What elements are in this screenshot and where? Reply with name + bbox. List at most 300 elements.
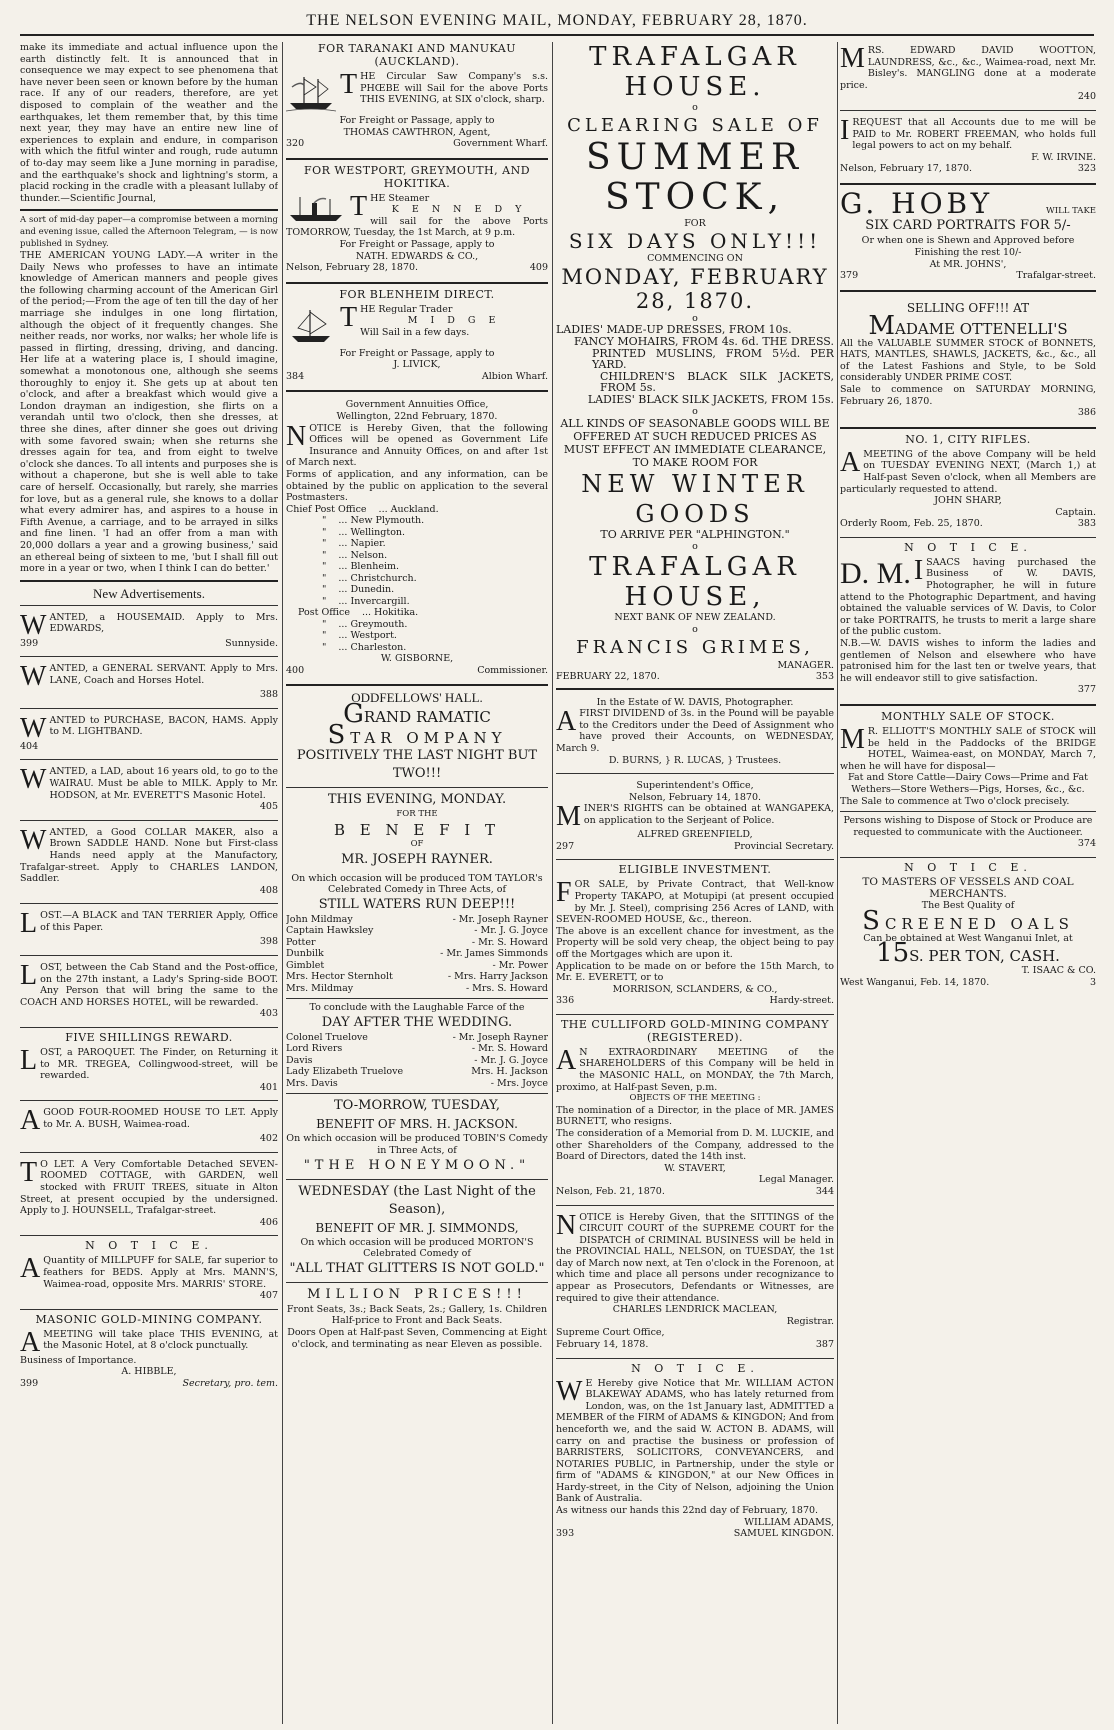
office-label: " (322, 515, 327, 527)
divider (20, 1100, 278, 1101)
ad-text: As witness our hands this 22nd day of February, 1870. (556, 1505, 819, 1517)
office-place: ... Westport. (338, 630, 397, 642)
ad-number: 336 (556, 995, 575, 1007)
ad-elliott (840, 723, 1096, 853)
cast-row (286, 1078, 548, 1090)
cast-actor: - Mr. James Simmonds (440, 948, 548, 960)
seasonable-text: ALL KINDS OF SEASONABLE GOODS WILL BE OFFERED AT SUCH REDUCED PRICES AS MUST EFFECT AN IMMEDIATE CLEARANCE, TO MAKE ROOM FOR (560, 417, 830, 470)
francis-grimes: FRANCIS GRIMES, (576, 636, 814, 658)
cast-role: Lord Rivers (286, 1043, 343, 1055)
ad-text: ANTED, a GENERAL SERVANT. Apply to Mrs. LANE, Coach and Horses Hotel. (49, 663, 278, 686)
cast-role: Gimblet (286, 959, 325, 971)
divider (20, 820, 278, 821)
divider (20, 955, 278, 956)
office-place: ... Nelson. (338, 549, 388, 561)
ad-text: For Freight or Passage, apply to (339, 347, 495, 359)
ad-number: 377 (1077, 684, 1096, 696)
ad-housemaid (20, 609, 278, 653)
ad-number: 399 (20, 1378, 39, 1389)
office-label: " (322, 630, 327, 642)
divider (20, 209, 278, 211)
ad-number: 402 (259, 1133, 278, 1145)
play-day-after: DAY AFTER THE WEDDING. (321, 1014, 513, 1030)
ad-text: OR SALE, by Private Contract, that Well-know Property TAKAPO, at Motupipi (at present occupied by Mr. J. Steel), comprising 256 Acres of LAND, with SEVEN-ROOMED HOUSE, &c., thereon. (556, 879, 834, 926)
divider (20, 708, 278, 709)
office-label: " (322, 618, 327, 630)
prices-heading: MILLION PRICES!!! (307, 1286, 527, 1302)
drop-cap: T (350, 190, 368, 222)
ad-text: The Sale to commence at Two o'clock precisely. (840, 795, 1070, 807)
star-company: STAR OMPANY (327, 720, 507, 751)
cast-row (286, 1032, 548, 1044)
ad-date: Nelson, February 17, 1870. (840, 163, 973, 175)
doors-text: Doors Open at Half-past Seven, Commencing at Eight o'clock, and terminating as near Eleven as possible. (287, 1326, 547, 1350)
ad-screened-coals (840, 874, 1096, 991)
ad-irvine (840, 114, 1096, 178)
ad-text: RS. EDWARD DAVID WOOTTON, LAUNDRESS, &c., &c., Waimea-road, next Mr. Bisley's. MANGLING done at a moderate price. (840, 45, 1096, 91)
manager-label: MANAGER. (777, 659, 834, 671)
ad-miners-rights (556, 777, 834, 855)
ad-date: February 14, 1878. (556, 1339, 649, 1351)
ad-text: Persons wishing to Dispose of Stock or Produce are requested to communicate with the Auctioneer. (843, 815, 1093, 838)
produced-text: On which occasion will be produced TOBIN'S Comedy in Three Acts, of (286, 1133, 548, 1156)
ad-number: 393 (556, 1528, 575, 1540)
ad-heading: In the Estate of W. DAVIS, Photographer. (596, 696, 794, 708)
ad-text: INER'S RIGHTS can be obtained at WANGAPEKA, on application to the Serjeant of Police. (583, 803, 834, 826)
ad-text: Forms of application, and any information, can be obtained by the public on application to the several Postmasters. (286, 469, 548, 504)
office-place: ... Charleston. (338, 641, 407, 653)
screened-coals: SCREENED OALS (862, 905, 1074, 936)
blenheim-heading: FOR BLENHEIM DIRECT. (339, 287, 495, 301)
cast-role: Potter (286, 936, 316, 948)
ornament: o (692, 405, 698, 417)
office-place: ... Hokitika. (361, 607, 419, 619)
ad-text: ANTED to PURCHASE, BACON, HAMS. Apply to M. LIGHTBAND. (49, 714, 278, 738)
ad-collar-maker (20, 824, 278, 900)
selling-off-heading: SELLING OFF!!! AT (906, 300, 1030, 315)
ad-text: OST, a PAROQUET. The Finder, on Returning it to MR. TREGEA, Collingwood-street, will be rewarded. (40, 1046, 278, 1082)
ad-text: REQUEST that all Accounts due to me will be PAID to Mr. ROBERT FREEMAN, who holds full legal powers to act on my behalf. (852, 116, 1096, 152)
drop-cap: A (20, 1326, 41, 1358)
column-rule (837, 42, 838, 1724)
divider (20, 1152, 278, 1153)
ad-number: 404 (20, 740, 39, 752)
column-rule (282, 42, 283, 1724)
cast-role: John Mildmay (286, 913, 353, 925)
ad-place: At MR. JOHNS', (929, 258, 1007, 270)
ad-midge (286, 301, 548, 386)
arrive-text: TO ARRIVE PER "ALPHINGTON." (600, 528, 790, 542)
ad-subheading: OBJECTS OF THE MEETING : (629, 1093, 761, 1104)
prices-text: Front Seats, 3s.; Back Seats, 2s.; Gallery, 1s. Children Half-price to Front and Back Seats. (286, 1303, 548, 1327)
office-label: Post Office (298, 607, 350, 619)
ship-name: M I D G E (407, 315, 501, 327)
cast-actor: - Mrs. Joyce (490, 1077, 548, 1089)
ad-date: FEBRUARY 22, 1870. (556, 671, 660, 683)
cast-actor: - Mr. S. Howard (471, 1043, 548, 1055)
column-3 (556, 42, 834, 1724)
monthly-sale-heading: MONTHLY SALE OF STOCK. (881, 709, 1055, 723)
ad-kennedy (286, 190, 548, 277)
monday-date-heading: MONDAY, FEBRUARY 28, 1870. (561, 264, 829, 313)
cast-actor: Mrs. H. Jackson (471, 1066, 548, 1078)
ad-place: Trafalgar-street. (1016, 270, 1096, 282)
ad-text: OTICE is Hereby Given, that the SITTINGS of the CIRCUIT COURT of the SUPREME COURT for the DISPATCH of CRIMINAL BUSINESS will be held in the PROVINCIAL HALL, NELSON, on TUESDAY, the 1st day of March now next, at Ten o'clock in the Forenoon, at which time and place all persons under recognizance to appear as Prosecutors, Defendants or Witnesses, are required to give their attendance. (556, 1211, 834, 1304)
office-row (286, 619, 548, 631)
steamer-icon (286, 195, 346, 225)
divider (20, 656, 278, 657)
ad-text: The Best Quality of (921, 900, 1015, 912)
cast-row (286, 983, 548, 995)
office-label: " (322, 526, 327, 538)
ad-text: Application to be made on or before the 15th March, to Mr. E. EVERETT, or to (556, 960, 834, 984)
cast-row (286, 1066, 548, 1078)
cast-list-1 (286, 914, 548, 995)
ad-text: N.B.—W. DAVIS wishes to inform the ladies and gentlemen of Nelson and elsewhere who have patronised him for the last ten or twelve years, that he will endeavor still to give satisfaction. (840, 638, 1096, 684)
ad-general-servant (20, 660, 278, 704)
ad-city-rifles (840, 446, 1096, 533)
divider (556, 688, 834, 690)
sale-item: FANCY MOHAIRS, FROM 4s. 6d. THE DRESS. (574, 334, 834, 348)
drop-cap: W (20, 661, 47, 693)
divider (840, 537, 1096, 538)
office-place: ... Dunedin. (338, 584, 395, 596)
divider (20, 580, 278, 582)
ad-text: OST, between the Cab Stand and the Post-office, on the 27th instant, a Lady's Spring-side BOOT. Any Person that will bring the same to the COACH AND HORSES HOTEL, will be rewarded. (20, 961, 278, 1008)
benefit-jackson: BENEFIT OF MRS. H. JACKSON. (316, 1117, 518, 1132)
ad-role: Secretary, pro. tem. (182, 1378, 278, 1389)
article-midday: A sort of mid-day paper—a compromise between a morning and evening issue, called the Afternoon Telegram, — is now published in Sydney. (20, 215, 278, 249)
divider (556, 859, 834, 860)
article-american-title: THE AMERICAN YOUNG LADY. (20, 250, 187, 262)
cast-actor: - Mrs. S. Howard (465, 982, 548, 994)
cast-actor: - Mr. J. G. Joyce (474, 1054, 548, 1066)
drop-cap: W (20, 764, 47, 796)
star-company-text: TAR OMPANY (350, 729, 507, 748)
cast-role: Mrs. Davis (286, 1077, 338, 1089)
drop-cap: A (840, 446, 861, 478)
cast-list-2 (286, 1032, 548, 1090)
cast-actor: - Mr. J. G. Joyce (474, 925, 548, 937)
office-row (286, 561, 548, 573)
office-row (286, 550, 548, 562)
ad-number: 353 (815, 671, 834, 683)
ad-lost-terrier (20, 907, 278, 951)
cast-row (286, 914, 548, 926)
drop-cap: A (20, 1253, 41, 1285)
ad-text: Quantity of MILLPUFF for SALE, far superior to feathers for BEDS. Apply at Mrs. MANN'S, Waimea-road, opposite Mrs. MARRIS' STORE. (43, 1255, 278, 1290)
cast-row (286, 1055, 548, 1067)
ad-number: 401 (259, 1081, 278, 1093)
office-row (286, 607, 548, 619)
divider (286, 998, 548, 999)
masonic-heading: MASONIC GOLD-MINING COMPANY. (35, 1312, 263, 1326)
ad-davis-estate (556, 694, 834, 770)
ad-bacon (20, 712, 278, 756)
ship-name: K E N N E D Y (391, 204, 527, 216)
office-place: ... Auckland. (378, 503, 439, 515)
notice-heading: N O T I C E. (904, 540, 1032, 554)
ad-place: Government Wharf. (453, 138, 548, 150)
office-label: " (322, 595, 327, 607)
ad-place: Government Annuities Office, (345, 399, 489, 411)
divider (286, 684, 548, 686)
ad-isaacs (840, 554, 1096, 699)
divider (556, 1014, 834, 1015)
ad-text: For Freight or Passage, apply to (339, 115, 495, 126)
ad-number: 384 (286, 370, 305, 382)
new-advertisements-heading: New Advertisements. (93, 585, 205, 601)
sale-item: CHILDREN'S BLACK SILK JACKETS, FROM 5s. (600, 369, 834, 395)
divider (286, 390, 548, 392)
cast-role: Dunbilk (286, 948, 324, 960)
trafalgar-house-title: TRAFALGAR HOUSE. (589, 42, 801, 102)
cast-row (286, 960, 548, 972)
column-2 (286, 42, 548, 1724)
ad-number: 400 (286, 664, 305, 676)
ad-government-annuities (286, 396, 548, 679)
cast-row (286, 948, 548, 960)
ad-number: 408 (259, 884, 278, 896)
divider (286, 1282, 548, 1283)
ad-hoby (840, 186, 1096, 285)
drop-cap: N (286, 420, 307, 452)
office-row (286, 515, 548, 527)
drop-cap: M (840, 43, 865, 74)
ad-text: Sale to commence on SATURDAY MORNING, February 26, 1870. (840, 384, 1096, 407)
drop-cap: W (20, 609, 47, 641)
divider (840, 110, 1096, 111)
ad-phoebe (286, 68, 548, 153)
ship-icon (286, 306, 336, 346)
rayner-heading: MR. JOSEPH RAYNER. (341, 851, 493, 867)
divider (20, 1309, 278, 1310)
office-row (286, 596, 548, 608)
ad-text: HE Steamer (370, 192, 430, 204)
cast-actor: - Mr. Power (492, 959, 548, 971)
office-place: ... Christchurch. (338, 572, 417, 584)
ad-text: HE Regular Trader (360, 303, 453, 315)
ad-text: E Hereby give Notice that Mr. WILLIAM ACTON BLAKEWAY ADAMS, who has lately returned from London, was, on the 1st January last, ADMITTED a MEMBER of the FIRM of ADAMS & KINGDON; And from henceforth we, and the said W. ACTON B. ADAMS, will carry on and practise the business or profession of BARRISTERS, SOLICITORS, CONVEYANCERS, and NOTARIES PUBLIC, in Partnership, under the style or firm of "ADAMS & KINGDON," at our New Offices in Hardy-street, in the City of Nelson, adjoining the Union Bank of Australia. (556, 1377, 834, 1505)
offices-list (286, 504, 548, 654)
drop-cap: L (20, 1044, 38, 1076)
ad-culliford (556, 1044, 834, 1201)
five-shillings-heading: FIVE SHILLINGS REWARD. (65, 1030, 233, 1044)
divider (286, 1093, 548, 1094)
ad-number: 388 (259, 689, 278, 701)
screened-coals-text: CREENED OALS (884, 914, 1074, 933)
drop-cap: M (840, 723, 865, 755)
office-place: ... Invercargill. (338, 595, 410, 607)
divider (20, 759, 278, 760)
drop-cap: I (913, 554, 924, 586)
benefit-heading: B E N E F I T (334, 820, 500, 839)
ad-text: The above is an excellent chance for investment, as the Property will be sold very cheap, the object being to pay off the Mortgages which are upon it. (556, 925, 834, 960)
ad-text: SAACS having purchased the Business of W. DAVIS, Photographer, he will in future attend to the Photographic Department, and having obtained the valuable services of W. Davis, to Color or take PORTRAITS, he trusts to merit a large share of the public custom. (840, 556, 1096, 638)
divider (286, 1179, 548, 1180)
divider (840, 427, 1096, 429)
office-place: ... New Plymouth. (338, 515, 425, 527)
ad-role: Provincial Secretary. (733, 840, 834, 852)
drop-cap: T (340, 301, 358, 333)
ornament: o (692, 312, 698, 324)
cast-role: Davis (286, 1054, 313, 1066)
ad-text: MEETING of the above Company will be held on TUESDAY EVENING NEXT, (March 1,) at Half-past Seven o'clock, when all Members are particularly requested to attend. (840, 448, 1096, 495)
ad-signature: SAMUEL KINGDON. (733, 1528, 834, 1540)
cast-role: Colonel Truelove (286, 1031, 368, 1043)
ship-icon (286, 73, 336, 113)
ad-place: Hardy-street. (769, 995, 834, 1007)
ornament: o (692, 540, 698, 552)
ad-text: GOOD FOUR-ROOMED HOUSE TO LET. Apply to Mr. A. BUSH, Waimea-road. (43, 1107, 278, 1130)
cast-actor: - Mrs. Harry Jackson (447, 971, 548, 983)
ad-role: Registrar. (786, 1315, 834, 1327)
drop-cap: T (340, 69, 358, 100)
divider (840, 290, 1096, 292)
office-place: ... Greymouth. (338, 618, 408, 630)
divider (840, 704, 1096, 706)
cast-row (286, 925, 548, 937)
ad-number: 297 (556, 840, 575, 852)
play-all-that-glitters: "ALL THAT GLITTERS IS NOT GOLD." (289, 1260, 545, 1276)
ad-date: Nelson, Feb. 21, 1870. (556, 1186, 665, 1197)
hoby-heading: G. HOBY (840, 186, 994, 220)
ad-text: OST.—A BLACK and TAN TERRIER Apply, Office of this Paper. (40, 910, 278, 933)
drop-cap: W (556, 1375, 583, 1407)
ad-role: Captain. (1055, 506, 1096, 518)
ad-signature: W. GISBORNE, (380, 653, 454, 665)
office-label: " (322, 561, 327, 573)
notice-heading: N O T I C E. (631, 1361, 759, 1375)
sale-items (556, 324, 834, 405)
of-label: OF (410, 838, 424, 849)
office-row (286, 584, 548, 596)
for-label: FOR (684, 217, 706, 229)
play-honeymoon: "THE HONEYMOON." (303, 1157, 531, 1173)
ad-place: Sunnyside. (225, 637, 278, 649)
oddfellows-heading: ODDFELLOWS' HALL. (351, 690, 483, 706)
cast-actor: - Mr. S. Howard (471, 936, 548, 948)
ad-number: 399 (20, 637, 39, 649)
column-4 (840, 42, 1096, 1724)
ad-signature: MORRISON, SCLANDERS, & CO., (612, 983, 778, 995)
sale-item: LADIES' BLACK SILK JACKETS, FROM 15s. (587, 392, 834, 406)
six-card-heading: SIX CARD PORTRAITS FOR 5/- (865, 218, 1071, 234)
ad-text: O LET. A Very Comfortable Detached SEVEN-ROOMED COTTAGE, with GARDEN, well stocked with FRUIT TREES, situate in Alton Street, at present occupied by the undersigned. Apply to J. HOUNSELL, Trafalgar-street. (20, 1158, 278, 1217)
ad-signature: JOHN SHARP, (934, 495, 1002, 507)
ad-number: 383 (1077, 518, 1096, 530)
cast-actor: - Mr. Joseph Rayner (452, 913, 548, 925)
divider (556, 773, 834, 774)
culliford-heading: THE CULLIFORD GOLD-MINING COMPANY (REGISTERED). (560, 1017, 830, 1044)
trafalgar-house-title-2: TRAFALGAR HOUSE, (589, 552, 801, 613)
article-earthquake: make its immediate and actual influence upon the earth distinctly felt. It is announced that in consequence we may expect to see phenomena that have never been seen or known before by the human race. If any of our readers, therefore, are yet disposed to complain of the weather and the earthquakes, let them remember that, by this time next year, they may have an entire new line of experiences to explain and endure, in comparison with which the fitful winter and rough, rude autumn of to-day may seem like a June morning in paradise, and the earthquake's shock and lightning's storm, a placid rocking in the cradle with a pleasant lullaby of thunder.—Scientific Journal, (20, 42, 278, 204)
drop-cap: W (20, 824, 47, 856)
cast-row (286, 937, 548, 949)
ad-number: 374 (1077, 838, 1096, 850)
ad-place: Superintendent's Office, (636, 780, 754, 792)
office-row (286, 630, 548, 642)
ad-text: ANTED, a LAD, about 16 years old, to go to the WAIRAU. Must be able to MILK. Apply to Mr. HODSON, at Mr. EVERETT'S Masonic Hotel. (49, 766, 278, 801)
ad-number: 323 (1077, 163, 1096, 175)
ad-date: Nelson, February 28, 1870. (286, 262, 419, 274)
drop-cap: I (840, 114, 850, 146)
ad-role: Legal Manager. (758, 1174, 834, 1186)
divider (286, 787, 548, 788)
divider (840, 857, 1096, 858)
ad-date: West Wanganui, Feb. 14, 1870. (840, 976, 990, 988)
ad-text: N EXTRAORDINARY MEETING of the SHAREHOLDERS of this Company will be held in the MASONIC HALL, on MONDAY, the 7th March, proximo, at Half-past Seven, p.m. (556, 1046, 834, 1093)
notice-heading: N O T I C E. (904, 860, 1032, 874)
wednesday-heading: WEDNESDAY (the Last Night of the Season), (298, 1183, 536, 1217)
next-bank-text: NEXT BANK OF NEW ZEALAND. (614, 612, 776, 624)
ad-signature: CHARLES LENDRICK MACLEAN, (612, 1304, 778, 1316)
ad-text: For Freight or Passage, apply to (339, 239, 495, 251)
masthead-title: THE NELSON EVENING MAIL, MONDAY, FEBRUARY 28, 1870. (306, 12, 808, 29)
ad-number: 240 (1077, 91, 1096, 103)
ad-millpuff (20, 1252, 278, 1304)
ad-place: Supreme Court Office, (556, 1327, 665, 1339)
ad-number: 320 (286, 138, 305, 150)
drop-cap: T (20, 1156, 38, 1188)
cast-role: Captain Hawksley (286, 925, 374, 937)
ad-text: All the VALUABLE SUMMER STOCK of BONNETS, HATS, MANTLES, SHAWLS, JACKETS, &c., &c., all of the Latest Fashions and Style, to be Sold considerably UNDER PRIME COST. (840, 337, 1096, 384)
ad-signature: ALFRED GREENFIELD, (637, 829, 753, 841)
eligible-investment-heading: ELIGIBLE INVESTMENT. (618, 863, 772, 877)
drop-cap: W (20, 712, 47, 744)
drop-cap: A (556, 706, 577, 738)
office-row (286, 527, 548, 539)
cast-role: Mrs. Mildmay (286, 982, 354, 994)
office-label: " (322, 572, 327, 584)
ad-text: HE Circular Saw Company's s.s. PHŒBE will Sail for the above Ports THIS EVENING, at SIX o'clock, sharp. (360, 71, 548, 106)
divider (20, 1027, 278, 1028)
sale-item: LADIES' MADE-UP DRESSES, FROM 10s. (556, 323, 792, 337)
ad-date: Wellington, 22nd February, 1870. (336, 411, 498, 423)
benefit-simmonds: BENEFIT OF MR. J. SIMMONDS, (315, 1220, 519, 1235)
office-label: " (322, 549, 327, 561)
office-label: " (322, 538, 327, 550)
drop-cap: L (20, 959, 38, 991)
ad-text: will sail for the above Ports TOMORROW, Tuesday, the 1st March, at 9 p.m. (286, 215, 548, 239)
ad-heading: TO MASTERS OF VESSELS AND COAL MERCHANTS. (862, 875, 1074, 900)
drop-cap: A (556, 1044, 577, 1076)
ad-place: Albion Wharf. (481, 370, 548, 382)
ad-date: Nelson, February 14, 1870. (628, 791, 762, 803)
ad-wootton (840, 42, 1096, 106)
divider (20, 903, 278, 904)
divider (20, 1235, 278, 1236)
six-days-heading: SIX DAYS ONLY!!! (568, 229, 822, 254)
ad-number: 386 (1077, 407, 1096, 419)
ad-text: Business of Importance. (20, 1354, 137, 1366)
ad-cottage (20, 1156, 278, 1232)
ad-paroquet (20, 1044, 278, 1096)
will-take-label: WILL TAKE (1046, 205, 1096, 216)
ad-eligible-investment (556, 876, 834, 1009)
ad-signature: WILLIAM ADAMS, (744, 1516, 834, 1528)
ad-text: ANTED, a Good COLLAR MAKER, also a Brown SADDLE HAND. None but First-class Hands need apply at the Manufactory, Trafalgar-street. Apply to CHARLES LANDON, Saddler. (20, 826, 278, 885)
ad-signature: F. W. IRVINE. (1031, 151, 1096, 163)
ad-signature: J. LIVICK, (393, 359, 441, 371)
office-row (286, 538, 548, 550)
dm-initials: D. M. (840, 556, 911, 590)
madame-bottenelli: MADAME OTTENELLI'S (868, 310, 1068, 341)
sale-item: PRINTED MUSLINS, FROM 5½d. PER YARD. (592, 346, 834, 372)
ad-text: R. ELLIOTT'S MONTHLY SALE of STOCK will be held in the Paddocks of the BRIDGE HOTEL, Waimea-east, on MONDAY, March 7, when he will have for disposal— (840, 725, 1096, 772)
ad-lost-boot (20, 959, 278, 1023)
cast-role: Mrs. Hector Sternholt (286, 971, 393, 983)
